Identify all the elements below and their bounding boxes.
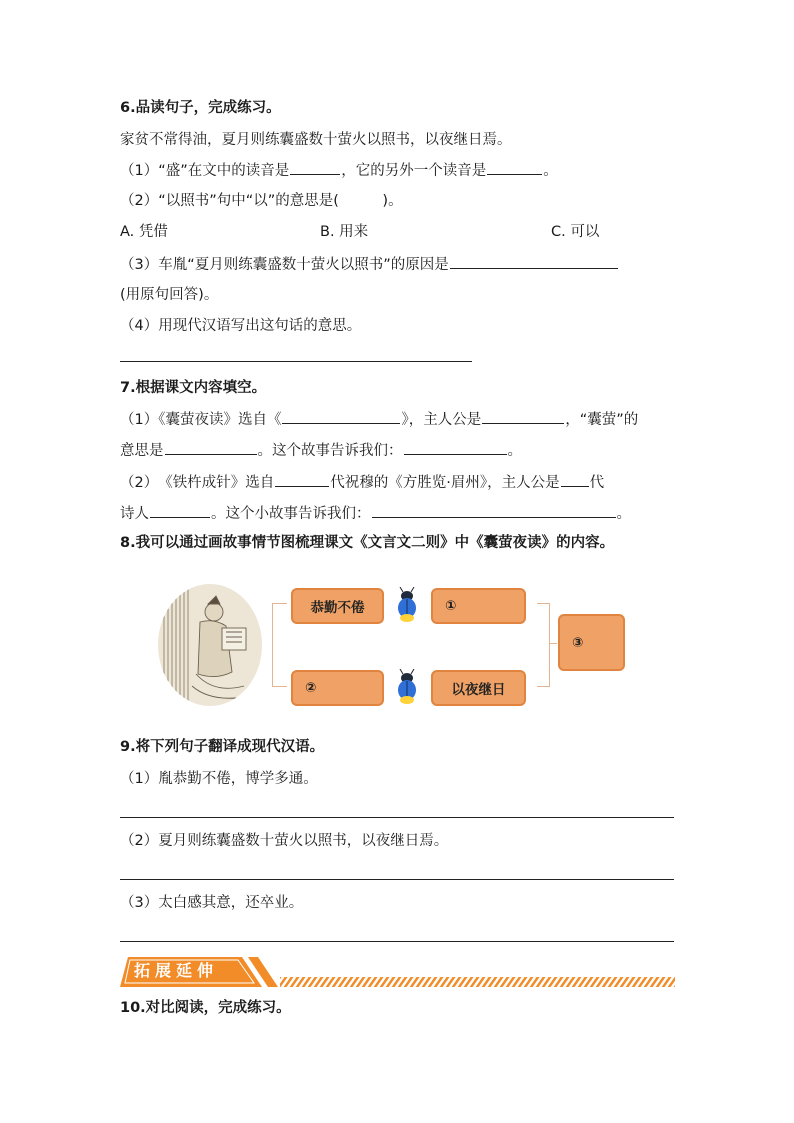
option-c[interactable]: C. 可以 [551, 224, 600, 240]
q6-sub1-text-a: （1）“盛”在文中的读音是 [120, 163, 290, 179]
box-blank-3[interactable]: ③ [558, 614, 625, 671]
right-bracket [537, 603, 550, 687]
q6-sub1-text-b: ，它的另外一个读音是 [341, 163, 487, 179]
answer-line-q9-1[interactable] [120, 817, 674, 818]
q7-row4-b: 。这个小故事告诉我们： [211, 506, 371, 522]
q6-sub1-text-c: 。 [543, 163, 558, 179]
q7-row1-a: （1）《囊萤夜读》选自《 [120, 412, 282, 428]
right-connector [549, 643, 557, 644]
q9-sentence-2: （2）夏月则练囊盛数十萤火以照书，以夜继日焉。 [120, 833, 449, 849]
blank-lesson-2[interactable] [372, 503, 616, 518]
q9-sentence-1: （1）胤恭勤不倦，博学多通。 [120, 771, 318, 787]
q7-row2-c: 。 [507, 443, 522, 459]
q6-sentence: 家贫不常得油，夏月则练囊盛数十萤火以照书，以夜继日焉。 [120, 132, 512, 148]
q7-row2 [120, 440, 522, 461]
q7-row2-a: 意思是 [120, 443, 164, 459]
q7-row4-a: 诗人 [120, 506, 149, 522]
q7-row3 [120, 472, 604, 493]
q6-title: 6.品读句子，完成练习。 [120, 100, 281, 116]
blank-dynasty-2[interactable] [561, 472, 589, 487]
section-label: 拓展延伸 [134, 961, 219, 980]
option-a[interactable]: A. 凭借 [120, 224, 168, 240]
blank-protagonist-1[interactable] [482, 409, 564, 424]
section-banner [120, 955, 675, 991]
scholar-illustration [156, 582, 264, 708]
q7-title: 7.根据课文内容填空。 [120, 380, 267, 396]
q8-title: 8.我可以通过画故事情节图梳理课文《文言文二则》中《囊萤夜读》的内容。 [120, 535, 615, 551]
blank-lesson-1[interactable] [404, 440, 507, 455]
answer-line-q9-3[interactable] [120, 941, 674, 942]
box-blank-2[interactable]: ② [291, 670, 384, 706]
q7-row1-b: 》，主人公是 [401, 412, 482, 428]
answer-line-q9-2[interactable] [120, 879, 674, 880]
firefly-icon [393, 669, 421, 705]
box-blank-1[interactable]: ① [431, 588, 526, 624]
left-bracket [272, 603, 287, 687]
blank-reading-2[interactable] [487, 160, 542, 175]
q7-row3-c: 代 [589, 475, 605, 491]
q6-sub1 [120, 160, 558, 181]
box-night-day: 以夜继日 [431, 670, 526, 706]
q6-sub4: （4）用现代汉语写出这句话的意思。 [120, 318, 362, 334]
answer-line-q6[interactable] [120, 361, 472, 362]
blank-meaning[interactable] [165, 440, 257, 455]
q10-title: 10.对比阅读，完成练习。 [120, 1000, 291, 1016]
blank-source-book[interactable] [282, 409, 400, 424]
q7-row2-b: 。这个故事告诉我们： [257, 443, 403, 459]
blank-dynasty-1[interactable] [275, 472, 329, 487]
blank-poet[interactable] [150, 503, 210, 518]
q7-row1-c: ，“囊萤”的 [565, 412, 639, 428]
q6-sub2: （2）“以照书”句中“以”的意思是( )。 [120, 193, 403, 209]
q7-row3-b: 代祝穆的《方胜览·眉州》，主人公是 [330, 475, 560, 491]
blank-reason[interactable] [450, 254, 618, 269]
q9-sentence-3: （3）太白感其意，还卒业。 [120, 895, 304, 911]
q6-sub3 [120, 254, 619, 275]
q9-title: 9.将下列句子翻译成现代汉语。 [120, 739, 325, 755]
box-diligent: 恭勤不倦 [291, 588, 384, 624]
q7-row4 [120, 503, 631, 524]
q7-row3-a: （2） 《铁杵成针》选自 [120, 475, 275, 491]
option-b[interactable]: B. 用来 [320, 224, 369, 240]
blank-reading-1[interactable] [290, 160, 340, 175]
q6-sub3-text: （3）车胤“夏月则练囊盛数十萤火以照书”的原因是 [120, 257, 449, 273]
q6-sub3-tail: (用原句回答)。 [120, 287, 219, 303]
firefly-icon [393, 587, 421, 623]
q7-row1 [120, 409, 638, 430]
q7-row4-c: 。 [616, 506, 631, 522]
